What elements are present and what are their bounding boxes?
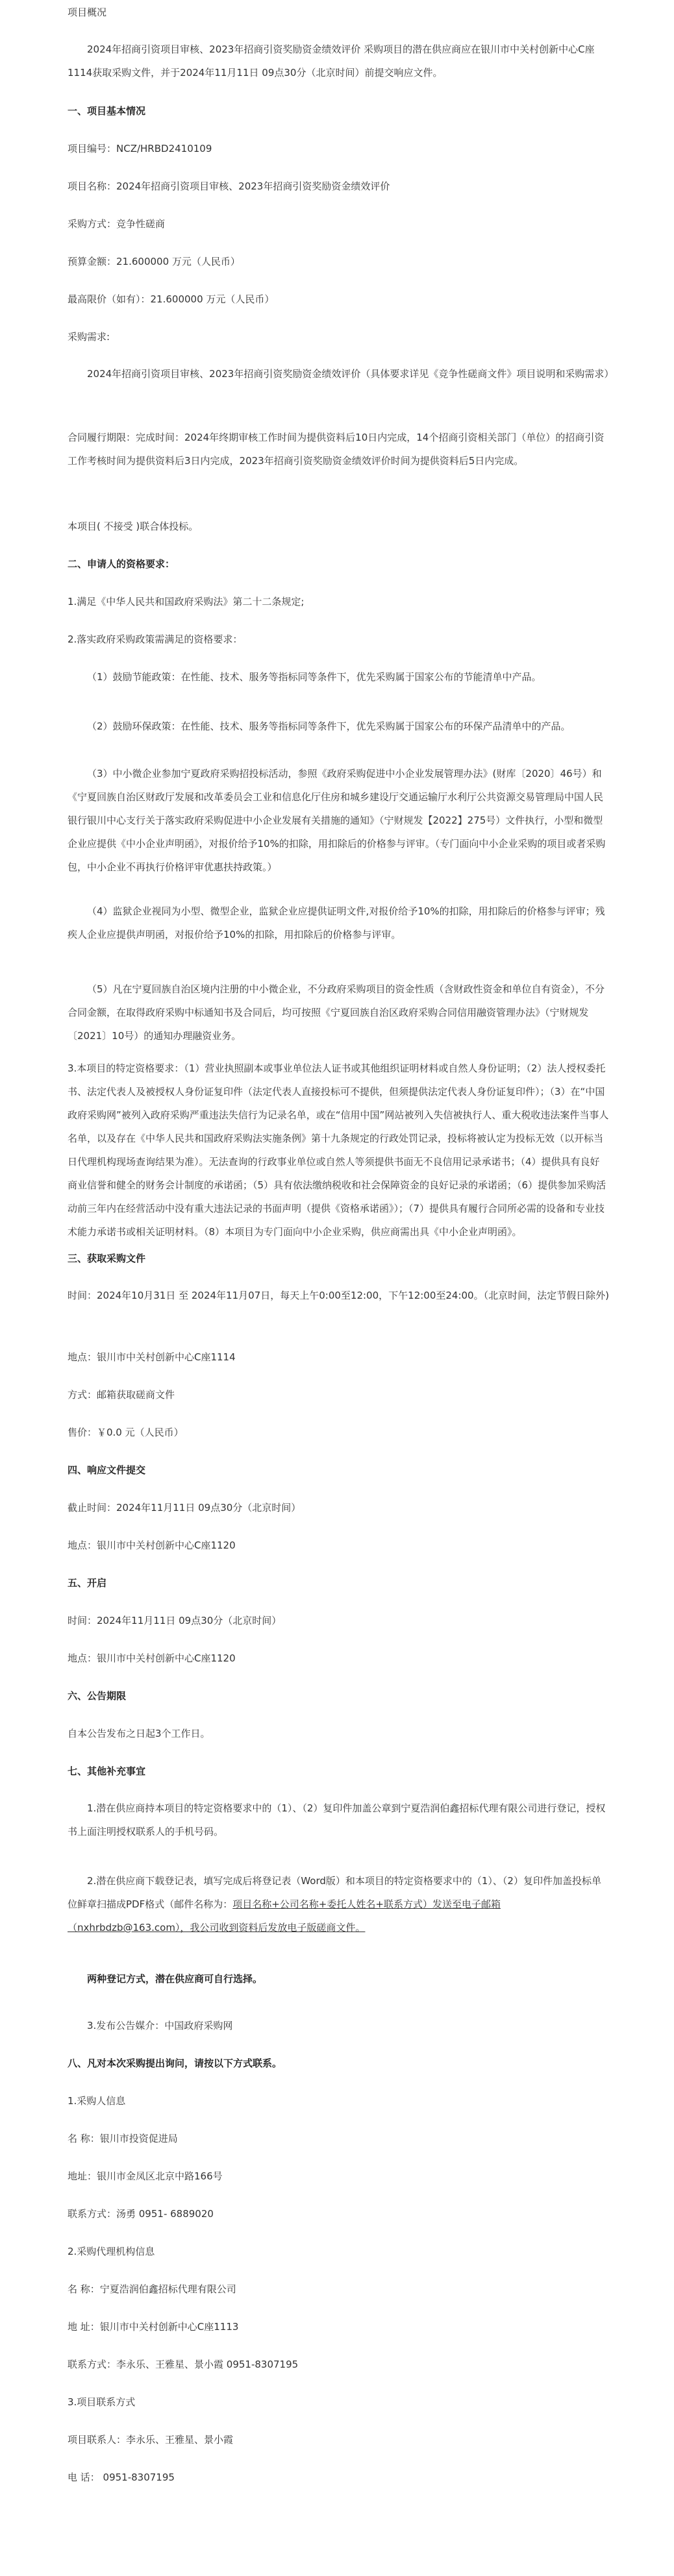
section-8-heading: 八、凡对本次采购提出询问，请按以下方式联系。 — [68, 2057, 282, 2069]
section-1-heading: 一、项目基本情况 — [68, 105, 146, 117]
procurement-method: 采购方式：竞争性磋商 — [68, 218, 166, 230]
buyer-address: 地址：银川市金凤区北京中路166号 — [68, 2170, 223, 2182]
requirement-1: 1.满足《中华人民共和国政府采购法》第二十二条规定; — [68, 596, 305, 607]
overview-text: 2024年招商引资项目审核、2023年招商引资奖励资金绩效评价 采购项目的潜在供应商应在银川市中关村创新中心C座1114获取采购文件，并于2024年11月11日 09点30分（北京时间）前提交响应文件。 — [68, 43, 595, 79]
overview-title: 项目概况 — [68, 6, 107, 18]
opening-place: 地点：银川市中关村创新中心C座1120 — [68, 1652, 236, 1664]
buyer-label: 1.采购人信息 — [68, 2095, 126, 2107]
supplement-item-2-text: 2.潜在供应商下载登记表，填写完成后将登记表（Word版）和本项目的特定资格要求中的（1）、（2）复印件加盖投标单位鲜章扫描成PDF格式（邮件名称为： — [68, 1875, 601, 1910]
requirement-2: 2.落实政府采购政策需满足的资格要求： — [68, 633, 243, 645]
policy-environment: （2）鼓励环保政策：在性能、技术、服务等指标同等条件下，优先采购属于国家公布的环保产品清单中的产品。 — [87, 720, 571, 732]
section-3-heading: 三、获取采购文件 — [68, 1253, 146, 1264]
submission-deadline: 截止时间：2024年11月11日 09点30分（北京时间） — [68, 1502, 301, 1514]
buyer-name: 名 称：银川市投资促进局 — [68, 2133, 178, 2144]
buyer-contact: 联系方式：汤勇 0951- 6889020 — [68, 2208, 214, 2220]
supplement-item-1: 1.潜在供应商持本项目的特定资格要求中的（1）、（2）复印件加盖公章到宁夏浩润伯鑫招标代理有限公司进行登记，授权书上面注明授权联系人的手机号码。 — [68, 1802, 606, 1837]
section-2-heading: 二、申请人的资格要求： — [68, 558, 175, 570]
acquire-place: 地点：银川市中关村创新中心C座1114 — [68, 1351, 236, 1363]
email-link[interactable]: 项目名称+公司名称+委托人姓名+联系方式）发送至电子邮箱（nxhrbdzb@163.com），我公司收到资料后发放电子版磋商文件。 — [68, 1898, 501, 1933]
submission-place: 地点：银川市中关村创新中心C座1120 — [68, 1539, 236, 1551]
section-7-heading: 七、其他补充事宜 — [68, 1765, 146, 1777]
document-price: 售价：￥0.0 元（人民币） — [68, 1427, 184, 1438]
agent-address: 地 址：银川市中关村创新中心C座1113 — [68, 2321, 239, 2333]
policy-financing: （5）凡在宁夏回族自治区境内注册的中小微企业，不分政府采购项目的资金性质（含财政性资金和单位自有资金），不分合同金额，在取得政府采购中标通知书及合同后，均可按照《宁夏回族自治区政府采购合同信用融资管理办法》（宁财规发〔2021〕10号）的通知办理融资业务。 — [68, 983, 605, 1042]
project-number: 项目编号：NCZ/HRBD2410109 — [68, 143, 212, 154]
requirement-text: 2024年招商引资项目审核、2023年招商引资奖励资金绩效评价（具体要求详见《竞争性磋商文件》项目说明和采购需求） — [87, 368, 614, 380]
project-contact-phone: 电 话： 0951-8307195 — [68, 2472, 175, 2483]
policy-sme: （3）中小微企业参加宁夏政府采购招投标活动，参照《政府采购促进中小企业发展管理办法》(财库〔2020〕46号）和《宁夏回族自治区财政厅发展和改革委员会工业和信息化厅住房和城乡建设厅交通运输厅水利厅公共资源交易管理局中国人民银行银川中心支行关于落实政府采购促进中小企业发展有关措施的通知》（宁财规发【2022】275号）文件执行，小型和微型企业应提供《中小企业声明函》，对报价给予10%的扣除，用扣除后的价格参与评审。（专门面向中小企业采购的项目或者采购包，中小企业不再执行价格评审优惠扶持政策。） — [68, 768, 606, 873]
acquire-time: 时间：2024年10月31日 至 2024年11月07日，每天上午0:00至12:00，下午12:00至24:00。（北京时间，法定节假日除外) — [68, 1290, 609, 1301]
contract-period: 合同履行期限：完成时间：2024年终期审核工作时间为提供资料后10日内完成，14个招商引资相关部门（单位）的招商引资工作考核时间为提供资料后3日内完成，2023年招商引资奖励资金绩效评价时间为提供资料后5日内完成。 — [68, 432, 605, 467]
project-contact-person: 项目联系人：李永乐、王雅星、景小霞 — [68, 2434, 234, 2446]
notice-period: 自本公告发布之日起3个工作日。 — [68, 1728, 210, 1739]
policy-energy: （1）鼓励节能政策：在性能、技术、服务等指标同等条件下，优先采购属于国家公布的节能清单中产品。 — [87, 671, 542, 683]
max-price: 最高限价（如有）：21.600000 万元（人民币） — [68, 293, 275, 305]
consortium-note: 本项目( 不接受 )联合体投标。 — [68, 521, 199, 532]
section-6-heading: 六、公告期限 — [68, 1690, 127, 1702]
requirement-3: 3.本项目的特定资格要求：（1）营业执照副本或事业单位法人证书或其他组织证明材料或自然人身份证明；（2）法人授权委托书、法定代表人及被授权人身份证复印件（法定代表人直接投标可不提供，但须提供法定代表人身份证复印件）；（3）在“中国政府采购网”被列入政府采购严重违法失信行为记录名单，或在“信用中国”网站被列入失信被执行人、重大税收违法案件当事人名单，以及存在《中华人民共和国政府采购法实施条例》第十九条规定的行政处罚记录，投标将被认定为投标无效（以开标当日代理机构现场查询结果为准）。无法查询的行政事业单位或自然人等须提供书面无不良信用记录承诺书；（4）提供具有良好商业信誉和健全的财务会计制度的承诺函；（5）具有依法缴纳税收和社会保障资金的良好记录的承诺函；（6）提供参加采购活动前三年内在经营活动中没有重大违法记录的书面声明（提供《资格承诺函》）；（7）提供具有履行合同所必需的设备和专业技术能力承诺书或相关证明材料。（8）本项目为专门面向中小企业采购，供应商需出具《中小企业声明函》。 — [68, 1062, 609, 1238]
agent-contact: 联系方式：李永乐、王雅星、景小霞 0951-8307195 — [68, 2359, 299, 2370]
project-name: 项目名称：2024年招商引资项目审核、2023年招商引资奖励资金绩效评价 — [68, 180, 390, 192]
section-4-heading: 四、响应文件提交 — [68, 1464, 146, 1476]
section-5-heading: 五、开启 — [68, 1577, 107, 1589]
budget-amount: 预算金额：21.600000 万元（人民币） — [68, 256, 240, 267]
supplement-item-2 — [68, 1869, 609, 1939]
publication-media: 3.发布公告媒介：中国政府采购网 — [87, 2020, 233, 2031]
project-contact-label: 3.项目联系方式 — [68, 2396, 136, 2408]
agent-name: 名 称：宁夏浩润伯鑫招标代理有限公司 — [68, 2283, 236, 2295]
policy-prison-enterprise: （4）监狱企业视同为小型、微型企业，监狱企业应提供证明文件,对报价给予10%的扣除，用扣除后的价格参与评审；残疾人企业应提供声明函，对报价给予10%的扣除，用扣除后的价格参与评审。 — [68, 905, 605, 940]
registration-note: 两种登记方式，潜在供应商可自行选择。 — [87, 1973, 263, 1985]
agent-label: 2.采购代理机构信息 — [68, 2246, 155, 2257]
opening-time: 时间：2024年11月11日 09点30分（北京时间） — [68, 1615, 282, 1626]
requirement-label: 采购需求: — [68, 331, 110, 343]
acquire-method: 方式：邮箱获取磋商文件 — [68, 1389, 175, 1401]
